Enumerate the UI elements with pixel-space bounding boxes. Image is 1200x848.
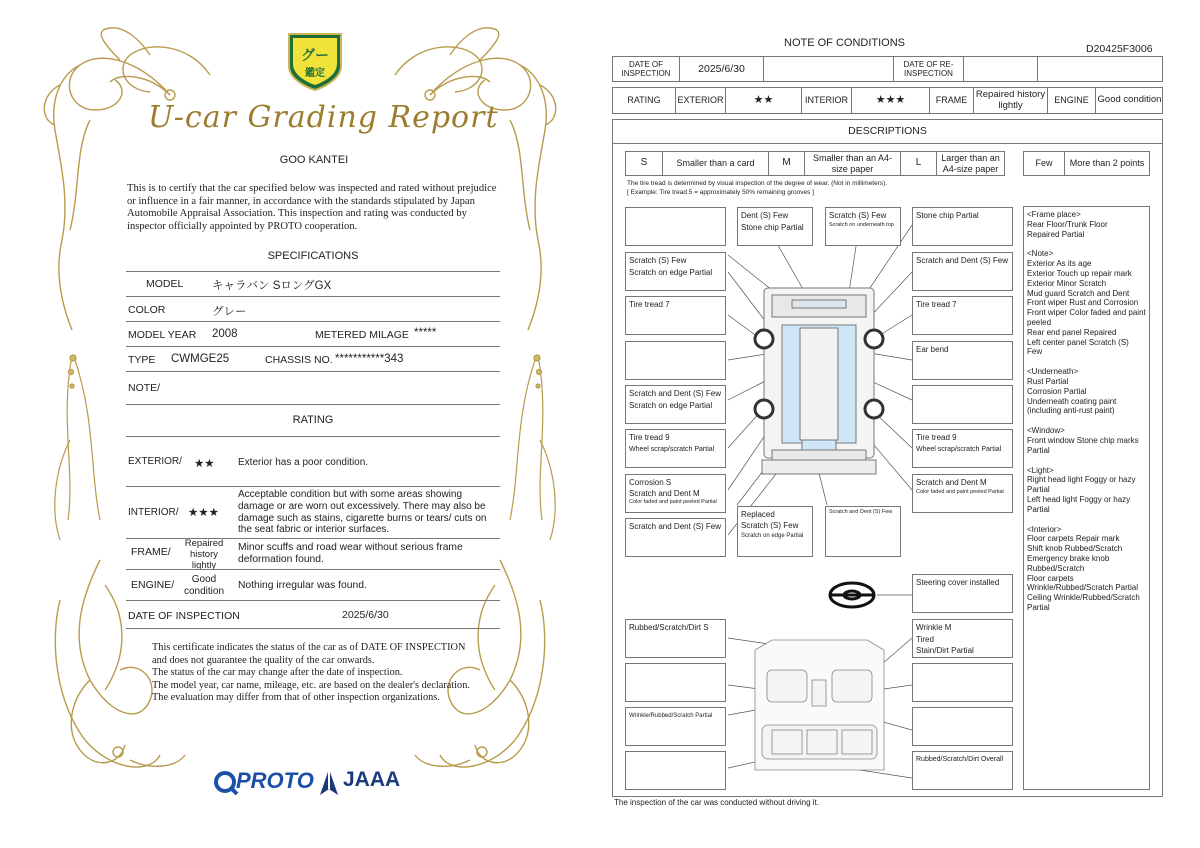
type-value: CWMGE25 [171, 353, 230, 365]
callout-stone-chip [912, 207, 1013, 246]
callout-scratch-dent-m [912, 474, 1013, 513]
description-item: Floor carpets Repair mark [1027, 534, 1120, 544]
description-item: Left center panel Scratch (S) Few [1027, 337, 1129, 357]
callout-text: Dent (S) Few [741, 211, 789, 220]
engine-description: Nothing irregular was found. [238, 580, 367, 591]
legend-s: S [640, 157, 648, 169]
note-label: NOTE/ [128, 382, 161, 394]
exterior-label: EXTERIOR/ [128, 456, 182, 467]
footer-line: The model year, car name, mileage, etc. are based on the dealer's declaration. [152, 679, 470, 691]
legend-m-desc: Smaller than an A4-size paper [804, 152, 900, 175]
description-item: <Frame place> [1027, 210, 1081, 219]
frame-label: FRAME/ [131, 546, 171, 558]
chassis-value: ***********343 [335, 353, 404, 365]
callout-text: Scratch and Dent (S) Few [916, 256, 1009, 265]
exterior-stars: ★★ [194, 458, 215, 470]
frame-label: FRAME [929, 88, 973, 113]
color-value: グレー [212, 306, 247, 318]
callout-text: Scratch on edge Partial [629, 401, 713, 410]
date-of-inspection-value: 2025/6/30 [679, 57, 763, 81]
description-item: Exterior Minor Scratch [1027, 278, 1107, 288]
descriptions-list [1023, 206, 1150, 790]
model-label: MODEL [146, 278, 184, 290]
description-item: <Interior> [1027, 524, 1062, 534]
divider [126, 486, 500, 487]
callout-front-left [625, 207, 726, 246]
callout-text: Stain/Dirt Partial [916, 646, 974, 655]
proto-logo-text: PROTO [236, 768, 314, 793]
engine-value: Good condition [183, 574, 225, 597]
description-item: Front wiper Color faded and paint peeled [1027, 308, 1146, 327]
callout-text: Stone chip Partial [916, 211, 979, 220]
legend-m: M [768, 152, 804, 175]
few-legend [1023, 151, 1150, 176]
model-year-value: 2008 [212, 328, 238, 340]
description-item: Left head light Foggy or hazy Partial [1027, 494, 1131, 514]
description-item: Rust Partial [1027, 376, 1069, 386]
callout-scratch-top [825, 207, 901, 246]
model-year-label: MODEL YEAR [128, 329, 197, 341]
callout-empty [625, 663, 726, 702]
description-item: Corrosion Partial [1027, 386, 1087, 396]
legend-s-desc: Smaller than a card [662, 152, 768, 175]
description-item: Front window Stone chip marks Partial [1027, 435, 1139, 455]
callout-text: Scratch and Dent M [916, 478, 987, 487]
callout-text: Scratch and Dent M [629, 489, 700, 498]
callout-rubbed-dirt [625, 619, 726, 658]
tire-note-line: [ Example: Tire tread 5 = approximately 50% remaining grooves ] [627, 188, 814, 196]
legend-l-desc: Larger than an A4-size paper [936, 152, 1004, 175]
callout-text: Wheel scrap/scratch Partial [629, 446, 715, 453]
description-item: Ceiling Wrinkle/Rubbed/Scratch Partial [1027, 593, 1140, 612]
callout-text: Ear bend [916, 345, 949, 354]
interior-label: INTERIOR/ [128, 507, 179, 518]
callout-scratch-dent-left [625, 385, 726, 424]
certificate-intro: This is to certify that the car specified below was inspected and rated without prejudice or influence in a fair manner, in accordance with the standards stipulated by Japan Automobile Appraisal Association. This inspection and rating was conducted by inspector officially appointed by PROTO cooperation. [127, 183, 497, 233]
divider [126, 271, 500, 272]
description-gap [1027, 456, 1146, 466]
callout-scratch-left [625, 252, 726, 291]
exterior-label: EXTERIOR [675, 88, 725, 113]
callout-text: Steering cover installed [916, 578, 1000, 587]
metered-milage-value: ***** [414, 327, 437, 339]
description-item: <Underneath> [1027, 367, 1079, 377]
description-item: Underneath coating paint (including anti-rust paint) [1027, 396, 1117, 416]
description-item: Exterior Touch up repair mark [1027, 268, 1132, 278]
divider [126, 600, 500, 601]
callout-text: Scratch (S) Few [829, 211, 887, 220]
callout-text: Stone chip Partial [741, 223, 804, 232]
callout-scratch-dent-lower [625, 518, 726, 557]
callout-text: Scratch on underneath top [829, 222, 894, 228]
date-of-inspection-value: 2025/6/30 [342, 609, 389, 621]
callout-empty [625, 341, 726, 380]
callout-text: Scratch (S) Few [741, 521, 799, 530]
engine-label: ENGINE [1047, 88, 1095, 113]
blank-cell [1037, 57, 1163, 81]
callout-text: Rubbed/Scratch/Dirt S [629, 623, 709, 632]
interior-label: INTERIOR [801, 88, 851, 113]
description-item: Rear Floor/Trunk Floor [1027, 219, 1108, 229]
specifications-heading: SPECIFICATIONS [267, 250, 359, 262]
callout-text: Scratch and Dent (S) Few [629, 389, 722, 398]
callout-tire-left-front [625, 296, 726, 335]
divider [126, 628, 500, 629]
callout-tire-left-rear [625, 429, 726, 468]
sheet-footer: The inspection of the car was conducted without driving it. [614, 798, 819, 807]
callout-text: Scratch on edge Partial [629, 268, 713, 277]
callout-text: Scratch (S) Few [629, 256, 687, 265]
callout-tire-right-front [912, 296, 1013, 335]
metered-milage-label: METERED MILAGE [315, 329, 409, 341]
divider [126, 371, 500, 372]
callout-rear-scratch [825, 506, 901, 557]
callout-ear-bend [912, 341, 1013, 380]
callout-wrinkle-rubbed [625, 707, 726, 746]
divider [126, 569, 500, 570]
callout-text: Rubbed/Scratch/Dirt Overall [916, 756, 1004, 763]
callout-text: Corrosion S [629, 478, 672, 487]
callout-text: Tire tread 9 [629, 433, 670, 442]
callout-text: Scratch and Dent (S) Few [829, 509, 893, 515]
description-item: Exterior As its age [1027, 259, 1092, 269]
steering-wheel-icon [830, 583, 874, 607]
frame-value: Repaired history lightly [973, 88, 1047, 113]
chassis-label: CHASSIS NO. [265, 354, 333, 366]
callout-text: Color faded and paint peeled Partial [916, 489, 1004, 495]
divider [126, 321, 500, 322]
callout-replaced [737, 506, 813, 557]
sheet-title: NOTE OF CONDITIONS [784, 37, 905, 49]
description-item: Rear end panel Repaired [1027, 327, 1117, 337]
callout-text: Tire tread 7 [916, 300, 957, 309]
callout-dent [737, 207, 813, 246]
document-id: D20425F3006 [1086, 43, 1153, 55]
description-item: <Window> [1027, 426, 1065, 436]
tire-note-line: The tire tread is determined by visual inspection of the degree of wear. (Not in millimeters). [627, 180, 888, 187]
callout-text: Wrinkle/Rubbed/Scratch Partial [629, 713, 713, 719]
callout-text: Tire tread 9 [916, 433, 957, 442]
rating-label: RATING [627, 95, 661, 106]
date-row [612, 56, 1163, 82]
callout-text: Tired [916, 634, 934, 644]
rating-heading: RATING [292, 414, 334, 426]
callout-text: Tire tread 7 [629, 300, 670, 309]
description-gap [1027, 416, 1146, 426]
svg-text:グー: グー [301, 48, 329, 64]
callout-tire-right-rear [912, 429, 1013, 468]
description-item: Repaired Partial [1027, 229, 1085, 239]
svg-text:鑑定: 鑑定 [305, 68, 325, 79]
divider [126, 346, 500, 347]
rating-row [612, 87, 1163, 114]
date-of-inspection-label: DATE OF INSPECTION [128, 610, 240, 622]
blank-cell [763, 57, 891, 81]
callout-text: Wheel scrap/scratch Partial [916, 446, 1002, 453]
description-item: Front wiper Rust and Corrosion [1027, 298, 1139, 308]
descriptions-heading: DESCRIPTIONS [612, 119, 1163, 144]
footer-line: This certificate indicates the status of the car as of DATE OF INSPECTION and does not guarantee the quality of the car onwards. [152, 642, 466, 666]
certificate-title: U-car Grading Report [148, 100, 499, 135]
callout-text: Wrinkle M [916, 623, 952, 632]
divider [126, 404, 500, 405]
goo-kantei-badge-icon [285, 30, 345, 94]
reinspection-label: DATE OF RE-INSPECTION [893, 57, 963, 81]
interior-value: ★★★ [851, 88, 929, 113]
description-item: <Light> [1027, 465, 1054, 475]
description-gap [1027, 357, 1146, 367]
callout-steering [912, 574, 1013, 613]
callout-text: Replaced [741, 510, 775, 519]
size-legend [625, 151, 1005, 176]
footer-line: The status of the car may change after the date of inspection. [152, 667, 403, 679]
description-item: Emergency brake knob Rubbed/Scratch [1027, 553, 1110, 573]
description-gap [1027, 515, 1146, 525]
interior-description: Acceptable condition but with some areas showing damage or are worn out excessively. There may also be damage such as stains, cigarette burns or tears/ cuts on the seat fabric or interior surfaces. [238, 489, 487, 536]
legend-few-desc: More than 2 points [1064, 152, 1149, 175]
description-item: Shift knob Rubbed/Scratch [1027, 544, 1123, 554]
callout-text: Scratch on edge Partial [741, 533, 804, 539]
description-gap [1027, 239, 1146, 249]
callout-corrosion [625, 474, 726, 513]
footer-line: The evaluation may differ from that of other inspection organizations. [152, 692, 440, 704]
interior-stars: ★★★ [188, 507, 219, 519]
callout-scratch-dent-right [912, 252, 1013, 291]
engine-label: ENGINE/ [131, 579, 175, 591]
jaaa-logo-icon [318, 767, 340, 797]
description-item: Right head light Foggy or hazy Partial [1027, 475, 1136, 495]
description-item: <Note> [1027, 249, 1054, 259]
callout-rubbed-overall [912, 751, 1013, 790]
description-item: Floor carpets Wrinkle/Rubbed/Scratch Partial [1027, 573, 1139, 593]
color-label: COLOR [128, 304, 166, 316]
legend-few: Few [1035, 158, 1053, 169]
divider [126, 296, 500, 297]
model-value: キャラバン SロングGX [212, 280, 332, 292]
certificate-subtitle: GOO KANTEI [279, 154, 349, 166]
reinspection-value [963, 57, 1037, 81]
callout-empty [912, 663, 1013, 702]
callout-text: Color faded and paint peeled Partial [629, 499, 717, 505]
jaaa-logo-text: JAAA [343, 768, 401, 791]
legend-l: L [900, 152, 936, 175]
type-label: TYPE [128, 354, 156, 366]
frame-value: Repaired history lightly [184, 538, 224, 571]
engine-value: Good condition [1095, 88, 1163, 113]
tire-note [627, 180, 887, 197]
callout-empty [912, 707, 1013, 746]
callout-empty [912, 385, 1013, 424]
certificate-footer [152, 642, 482, 705]
date-of-inspection-label: DATE OF INSPECTION [621, 60, 671, 78]
callout-wrinkle [912, 619, 1013, 658]
exterior-value: ★★ [725, 88, 801, 113]
callout-empty [625, 751, 726, 790]
divider [126, 436, 500, 437]
frame-description: Minor scuffs and road wear without serious frame deformation found. [238, 542, 463, 565]
exterior-description: Exterior has a poor condition. [238, 457, 369, 468]
callout-text: Scratch and Dent (S) Few [629, 522, 722, 531]
description-item: Mud guard Scratch and Dent [1027, 288, 1130, 298]
